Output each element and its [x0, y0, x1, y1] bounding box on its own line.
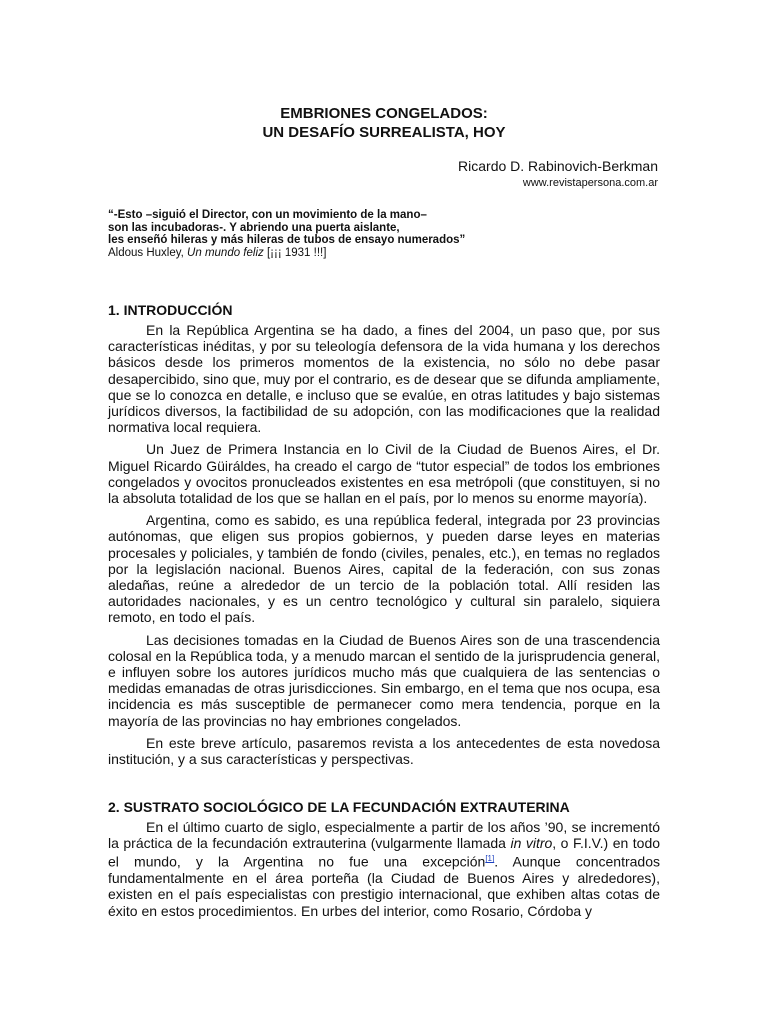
italic-term: in vitro — [510, 835, 553, 852]
title-line-2: UN DESAFÍO SURREALISTA, HOY — [262, 124, 506, 141]
epigraph-line: “-Esto –siguió el Director, con un movimiento de la mano– — [108, 209, 427, 221]
paragraph: Las decisiones tomadas en la Ciudad de Buenos Aires son de una trascendencia colosal en la República toda, y a menudo marcan el sentido de la jurisprudencia general, e influyen sobre los autores jurídicos mucho más que cualquiera de las sentencias o medidas emanadas de otras jurisdicciones. Sin embargo, en el tema que nos ocupa, esa incidencia es más susceptible de permanecer como mera tendencia, porque en la mayoría de las provincias no hay embriones congelados. — [108, 631, 660, 729]
paragraph — [108, 819, 660, 919]
epigraph — [108, 209, 668, 259]
section-heading: 2. SUSTRATO SOCIOLÓGICO DE LA FECUNDACIÓN EXTRAUTERINA — [108, 799, 570, 815]
text-run: , o F.I.V.) en todo el mundo, y la Argentina no fue una excepción — [108, 835, 661, 871]
citation-year: [¡¡¡ 1931 !!!] — [263, 246, 327, 259]
author-website: www.revistapersona.com.ar — [522, 177, 658, 189]
paragraph: Argentina, como es sabido, es una república federal, integrada por 23 provincias autónomas, que eligen sus propios gobiernos, y pueden darse leyes en materias procesales y policiales, y también de fondo (civiles, penales, etc.), en temas no reglados por la legislación nacional. Buenos Aires, capital de la federación, con sus zonas aledañas, reúne a alrededor de un tercio de la población total. Allí residen las autoridades nacionales, y es un centro tecnológico y cultural sin paralelo, siquiera remoto, en todo el país. — [108, 512, 660, 626]
paragraph: Un Juez de Primera Instancia en lo Civil de la Ciudad de Buenos Aires, el Dr. Miguel Ricardo Güiráldes, ha creado el cargo de “tutor especial” de todos los embriones congelados y ovocitos pronucleados existentes en esa metrópoli (que constituyen, si no la absoluta totalidad de los que se hallan en el país, por lo menos su enorme mayoría). — [108, 441, 660, 507]
text-run: En el último cuarto de siglo, especialmente a partir de los años ’90, se incrementó la práctica de la fecundación extrauterina (vulgarmente llamada — [108, 819, 660, 852]
epigraph-line: son las incubadoras-. Y abriendo una puerta aislante, — [108, 221, 400, 234]
citation-author: Aldous Huxley, — [108, 246, 188, 259]
section-introduccion — [108, 302, 660, 767]
epigraph-line: les enseñó hileras y más hileras de tubos de ensayo numerados” — [108, 234, 466, 246]
title-line-1: EMBRIONES CONGELADOS: — [280, 105, 488, 122]
epigraph-citation — [108, 247, 668, 260]
section-heading: 1. INTRODUCCIÓN — [108, 302, 233, 318]
text-run: . Aunque concentrados fundamentalmente en el área porteña (la Ciudad de Buenos Aires y alrededores), existen en el país especialistas con prestigio internacional, que exhiben altas cotas de éxito en estos procedimientos. En urbes del interior, como Rosario, Córdoba y — [108, 854, 660, 919]
paragraph: En este breve artículo, pasaremos revista a los antecedentes de esta novedosa institución, y a sus características y perspectivas. — [108, 734, 660, 768]
citation-work: Un mundo feliz — [187, 246, 264, 259]
footnote-link[interactable]: [1] — [485, 854, 495, 864]
section-sustrato — [108, 799, 660, 919]
article-title — [0, 104, 768, 142]
paragraph: En la República Argentina se ha dado, a fines del 2004, un paso que, por sus características inéditas, y por su teleología defensora de la vida humana y los derechos básicos desde los primeros momentos de la existencia, no sólo no debe pasar desapercibido, sino que, muy por el contrario, es de desear que se difunda ampliamente, que se lo conozca en detalle, e incluso que se evalúe, en otras latitudes y bajo sistemas jurídicos diversos, la factibilidad de su adopción, con las modificaciones que la realidad normativa local requiera. — [108, 322, 660, 436]
author-name: Ricardo D. Rabinovich-Berkman — [458, 158, 658, 174]
